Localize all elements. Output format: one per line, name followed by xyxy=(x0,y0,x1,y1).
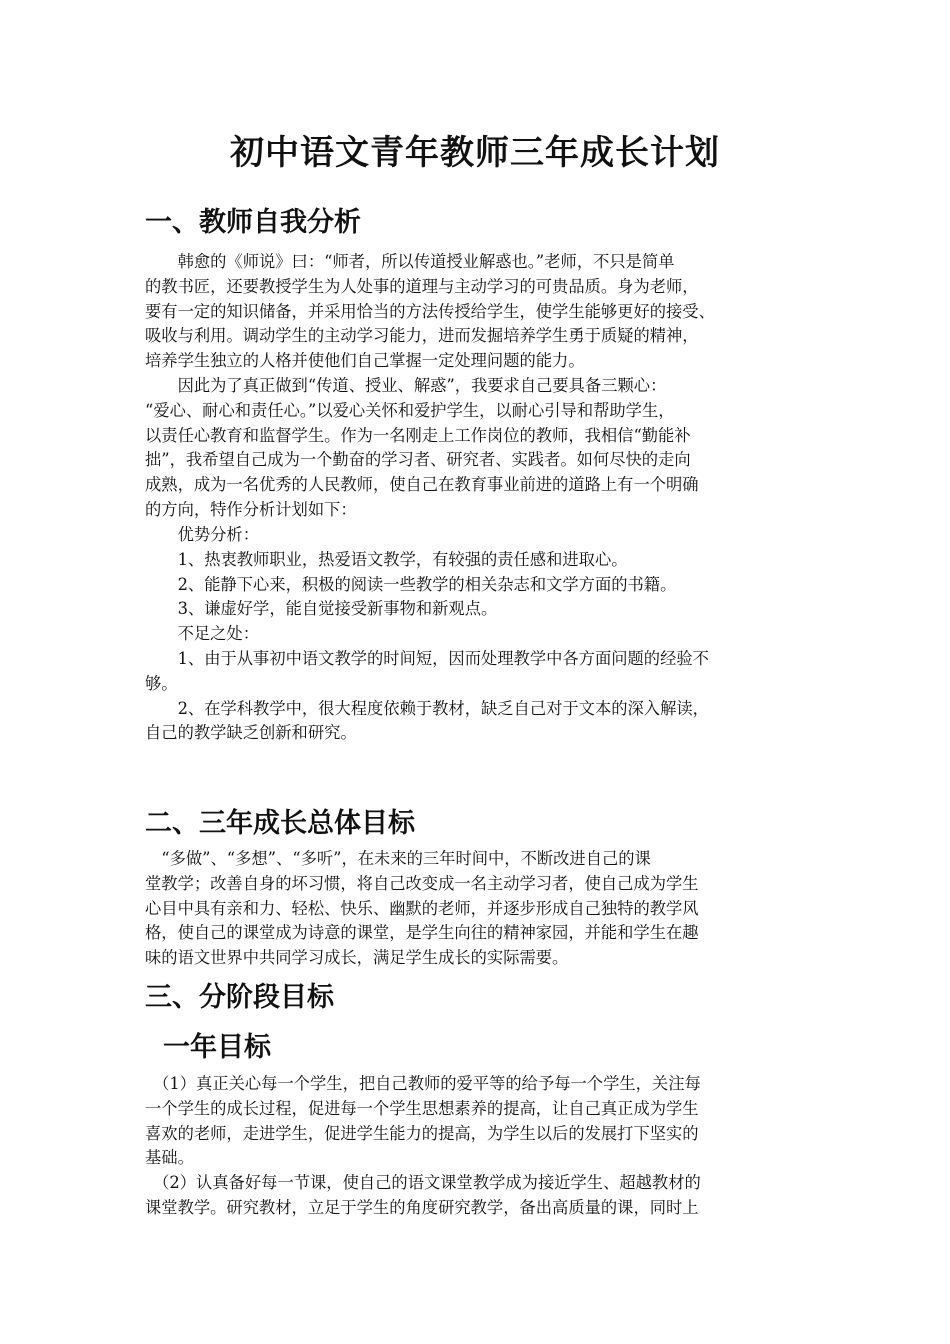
text-line: 堂教学；改善自身的坏习惯，将自己改变成一名主动学习者，使自己成为学生 xyxy=(145,873,699,893)
section-2-paragraph xyxy=(145,847,825,971)
list-item: 1、由于从事初中语文教学的时间短，因而处理教学中各方面问题的经验不 xyxy=(145,648,709,668)
document-title: 初中语文青年教师三年成长计划 xyxy=(230,133,720,173)
text-line: 成熟，成为一名优秀的人民教师，使自己在教育事业前进的道路上有一个明确 xyxy=(145,475,699,495)
section-1-paragraph-2 xyxy=(145,374,825,523)
text-line: 喜欢的老师，走进学生，促进学生能力的提高，为学生以后的发展打下坚实的 xyxy=(145,1123,699,1143)
text-line: 要有一定的知识储备，并采用恰当的方法传授给学生，使学生能够更好的接受、 xyxy=(145,301,715,321)
text-line: 的方向，特作分析计划如下： xyxy=(145,499,357,519)
text-line: 以责任心教育和监督学生。作为一名刚走上工作岗位的教师，我相信“勤能补 xyxy=(145,425,691,445)
text-line: 课堂教学。研究教材，立足于学生的角度研究教学，备出高质量的课，同时上 xyxy=(145,1197,699,1217)
text-line: “爱心、耐心和责任心。”以爱心关怀和爱护学生，以耐心引导和帮助学生， xyxy=(145,400,675,420)
text-line: 基础。 xyxy=(145,1148,194,1168)
text-line: 格，使自己的课堂成为诗意的课堂，是学生向往的精神家园，并能和学生在趣 xyxy=(145,923,699,943)
text-line: 因此为了真正做到“传道、授业、解惑”，我要求自己要具备三颗心： xyxy=(145,376,667,395)
list-item: 2、在学科教学中，很大程度依赖于教材，缺乏自己对于文本的深入解读， xyxy=(145,698,709,718)
year-1-goal-2 xyxy=(145,1171,825,1221)
text-line: （1）真正关心每一个学生，把自己教师的爱平等的给予每一个学生，关注每 xyxy=(145,1074,701,1093)
list-item: 3、谦虚好学，能自觉接受新事物和新观点。 xyxy=(145,599,498,619)
list-item: 1、热衷教师职业，热爱语文教学，有较强的责任感和进取心。 xyxy=(145,549,628,569)
section-1-paragraph-1 xyxy=(145,250,825,374)
section-1-heading: 一、教师自我分析 xyxy=(145,207,361,238)
text-line: 一个学生的成长过程，促进每一个学生思想素养的提高，让自己真正成为学生 xyxy=(145,1098,699,1118)
strengths-weaknesses-list xyxy=(145,523,825,746)
text-line: 的教书匠，还要教授学生为人处事的道理与主动学习的可贵品质。身为老师， xyxy=(145,276,699,296)
list-item: 2、能静下心来，积极的阅读一些教学的相关杂志和文学方面的书籍。 xyxy=(145,574,677,594)
list-item: 够。 xyxy=(145,673,178,693)
text-line: 吸收与利用。调动学生的主动学习能力，进而发掘培养学生勇于质疑的精神， xyxy=(145,326,699,346)
text-line: 拙”，我希望自己成为一个勤奋的学习者、研究者、实践者。如何尽快的走向 xyxy=(145,450,691,470)
list-item: 自己的教学缺乏创新和研究。 xyxy=(145,723,357,743)
list-item: 优势分析： xyxy=(145,525,259,544)
text-line: 韩愈的《师说》曰：“师者，所以传道授业解惑也。”老师，不只是简单 xyxy=(145,252,675,271)
text-line: 味的语文世界中共同学习成长，满足学生成长的实际需要。 xyxy=(145,948,569,968)
text-line: 心目中具有亲和力、轻松、快乐、幽默的老师，并逐步形成自己独特的教学风 xyxy=(145,898,699,918)
text-line: （2）认真备好每一节课，使自己的语文课堂教学成为接近学生、超越教材的 xyxy=(145,1173,701,1192)
text-line: 培养学生独立的人格并使他们自己掌握一定处理问题的能力。 xyxy=(145,351,585,371)
section-2-heading: 二、三年成长总体目标 xyxy=(145,808,415,839)
section-3-heading: 三、分阶段目标 xyxy=(145,982,334,1013)
text-line: “多做”、“多想”、“多听”，在未来的三年时间中，不断改进自己的课 xyxy=(145,849,651,868)
list-item: 不足之处： xyxy=(145,624,259,644)
subsection-year-1-heading: 一年目标 xyxy=(163,1032,271,1063)
year-1-goal-1 xyxy=(145,1072,825,1171)
